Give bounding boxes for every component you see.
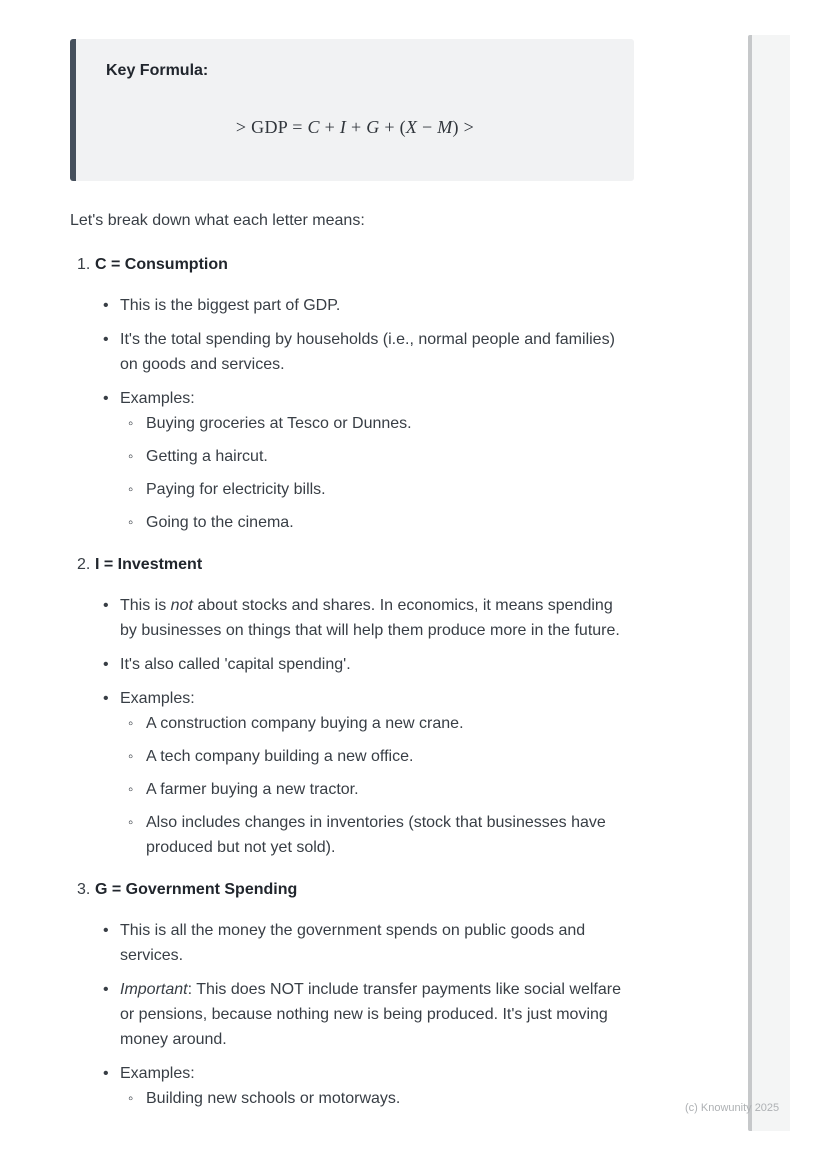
- bullet-text: This is the biggest part of GDP.: [120, 297, 341, 314]
- bullet-item: [70, 686, 634, 860]
- sub-bullet-item: [128, 1086, 634, 1111]
- examples-label: Examples:: [120, 390, 195, 407]
- bullet-text: [120, 1061, 634, 1111]
- bullet-text: This is all the money the government spends on public goods and services.: [120, 922, 586, 964]
- bullet-text: It's also called 'capital spending'.: [120, 656, 351, 673]
- page-edge-strip: [752, 35, 790, 1131]
- intro-text: Let's break down what each letter means:: [70, 212, 365, 229]
- key-formula-label: Key Formula:: [106, 62, 209, 79]
- formula-segment: + (: [379, 117, 406, 137]
- formula-segment: ) >: [452, 117, 475, 137]
- gdp-components-list: [70, 252, 634, 1111]
- sub-bullet-list: [120, 1086, 634, 1111]
- bullet-item: [70, 293, 634, 318]
- formula-segment: −: [417, 117, 438, 137]
- bullet-icon: •: [103, 690, 109, 707]
- sub-bullet-item: [128, 510, 634, 535]
- section-number: 3.: [77, 881, 91, 898]
- section-title: I = Investment: [95, 556, 203, 573]
- section-heading: [70, 877, 634, 902]
- section-heading: [70, 252, 634, 277]
- section-consumption: [70, 252, 634, 535]
- bullet-text-pre: This is: [120, 597, 171, 614]
- bullet-text: [120, 386, 634, 535]
- circle-bullet-icon: ◦: [128, 781, 134, 798]
- formula-variable-x: X: [405, 117, 418, 137]
- sub-bullet-text: Buying groceries at Tesco or Dunnes.: [146, 415, 412, 432]
- circle-bullet-icon: ◦: [128, 514, 134, 531]
- section-number: 1.: [77, 256, 91, 273]
- circle-bullet-icon: ◦: [128, 814, 134, 831]
- section-heading: [70, 552, 634, 577]
- sub-bullet-item: [128, 777, 634, 802]
- bullet-icon: •: [103, 1065, 109, 1082]
- bullet-list: [70, 293, 634, 535]
- circle-bullet-icon: ◦: [128, 415, 134, 432]
- key-formula-box: [70, 39, 634, 181]
- bullet-text-emphasis: Important: [120, 981, 188, 998]
- sub-bullet-list: [120, 711, 634, 860]
- sub-bullet-item: [128, 744, 634, 769]
- watermark: (c) Knowunity 2025: [685, 1102, 780, 1114]
- examples-label: Examples:: [120, 1065, 195, 1082]
- sub-bullet-item: [128, 477, 634, 502]
- formula-variable-c: C: [307, 117, 320, 137]
- bullet-item: [70, 977, 634, 1052]
- circle-bullet-icon: ◦: [128, 1090, 134, 1107]
- bullet-text-post: : This does NOT include transfer payments like social welfare or pensions, because nothing new is being produced. It's just moving money around.: [120, 981, 621, 1048]
- sub-bullet-text: Also includes changes in inventories (stock that businesses have produced but not yet sold).: [146, 814, 606, 856]
- bullet-text: It's the total spending by households (i.e., normal people and families) on goods and services.: [120, 331, 615, 373]
- bullet-item: [70, 652, 634, 677]
- examples-label: Examples:: [120, 690, 195, 707]
- bullet-icon: •: [103, 331, 109, 348]
- bullet-text-emphasis: not: [170, 597, 193, 614]
- bullet-icon: •: [103, 922, 109, 939]
- sub-bullet-text: Getting a haircut.: [146, 448, 268, 465]
- bullet-icon: •: [103, 656, 109, 673]
- bullet-item: [70, 593, 634, 643]
- sub-bullet-text: A construction company buying a new crane.: [146, 715, 464, 732]
- formula-segment: > GDP =: [235, 117, 308, 137]
- circle-bullet-icon: ◦: [128, 481, 134, 498]
- bullet-list: [70, 593, 634, 860]
- section-government-spending: [70, 877, 634, 1111]
- bullet-text: [120, 593, 634, 643]
- bullet-icon: •: [103, 597, 109, 614]
- bullet-icon: •: [103, 981, 109, 998]
- formula-variable-i: I: [339, 117, 347, 137]
- bullet-item: [70, 327, 634, 377]
- document-content: [70, 39, 634, 1111]
- section-title: C = Consumption: [95, 256, 228, 273]
- bullet-item: [70, 386, 634, 535]
- bullet-item: [70, 1061, 634, 1111]
- section-investment: [70, 552, 634, 860]
- circle-bullet-icon: ◦: [128, 715, 134, 732]
- bullet-icon: •: [103, 297, 109, 314]
- formula-segment: +: [346, 117, 367, 137]
- sub-bullet-text: A tech company building a new office.: [146, 748, 414, 765]
- sub-bullet-text: Paying for electricity bills.: [146, 481, 326, 498]
- bullet-text: [120, 686, 634, 860]
- sub-bullet-list: [120, 411, 634, 535]
- section-title: G = Government Spending: [95, 881, 298, 898]
- formula-variable-g: G: [366, 117, 380, 137]
- bullet-text-post: about stocks and shares. In economics, it means spending by businesses on things that will help them produce more in the future.: [120, 597, 620, 639]
- formula-segment: +: [319, 117, 340, 137]
- circle-bullet-icon: ◦: [128, 448, 134, 465]
- sub-bullet-text: A farmer buying a new tractor.: [146, 781, 359, 798]
- sub-bullet-text: Building new schools or motorways.: [146, 1090, 401, 1107]
- sub-bullet-item: [128, 411, 634, 436]
- gdp-formula: [106, 115, 604, 139]
- bullet-list: [70, 918, 634, 1111]
- circle-bullet-icon: ◦: [128, 748, 134, 765]
- bullet-item: [70, 918, 634, 968]
- bullet-icon: •: [103, 390, 109, 407]
- formula-variable-m: M: [437, 117, 453, 137]
- sub-bullet-item: [128, 810, 634, 860]
- section-number: 2.: [77, 556, 91, 573]
- sub-bullet-item: [128, 444, 634, 469]
- sub-bullet-text: Going to the cinema.: [146, 514, 294, 531]
- bullet-text: [120, 977, 634, 1052]
- sub-bullet-item: [128, 711, 634, 736]
